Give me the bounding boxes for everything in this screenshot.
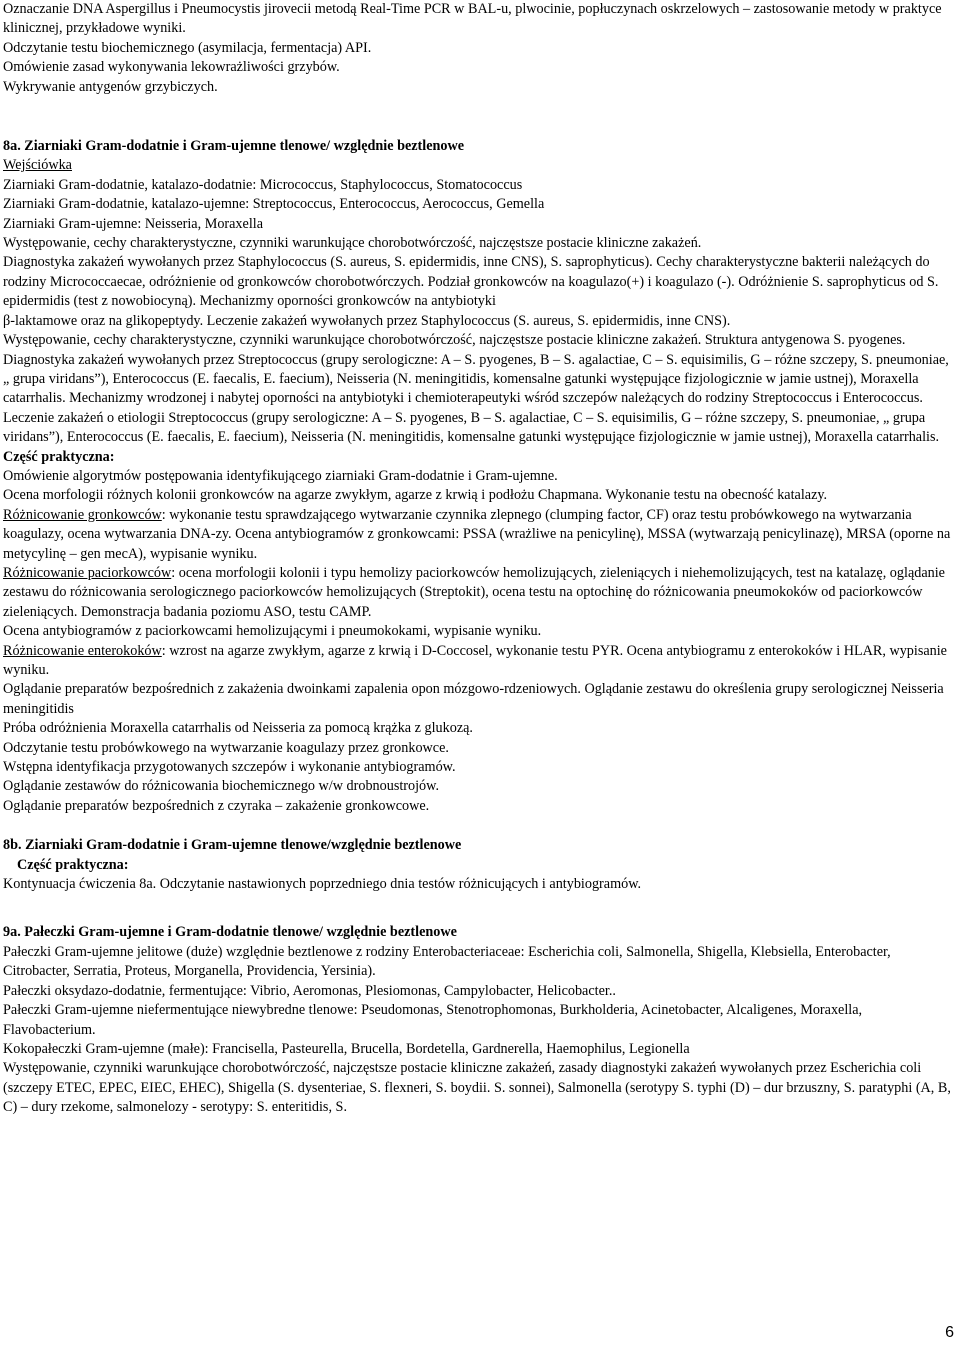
- entry-label: Wejściówka: [3, 157, 72, 174]
- section-8a-title: 8a. Ziarniaki Gram-dodatnie i Gram-ujemne tlenowe/ względnie beztlenowe: [3, 138, 465, 155]
- section-9a-line: Występowanie, czynniki warunkujące chorobotwórczość, najczęstsze postacie kliniczne zakażeń, zasady diagnostyki zakażeń wywołanych przez Escherichia coli (szczepy ETEC, EPEC, EIEC, EHEC), Shigella (S. dysenteriae, S. flexneri, S. boydii. S. sonnei), Salmonella (serotypy S. typhi (D) – dur brzuszny, S. paratyphi (A, B, C) – dury rzekome, salmonelozy - serotypy: S. enteritidis, S.: [3, 1060, 951, 1116]
- diff-entero-text: : wzrost na agarze zwykłym, agarze z krwią i D-Coccosel, wykonanie testu PYR. Ocena antybiogramu z enterokoków i HLAR, wypisanie wyniku.: [3, 642, 947, 678]
- diff-staph-text: : wykonanie testu sprawdzającego wytwarzanie czynnika zlepnego (clumping factor, CF) oraz testu probówkowego na wytwarzania koagulazy, ocena wytwarzania DNA-zy. Ocena antybiogramów z gronkowcami: PSSA (wrażliwe na penicylinę), MSSA (wytwarzają penicylinazę), MRSA (oporne na metycylinę – gen mecA), wypisanie wyniku.: [3, 506, 951, 562]
- section-9a-line: Pałeczki Gram-ujemne niefermentujące niewybredne tlenowe: Pseudomonas, Stenotrophomonas, Burkholderia, Acinetobacter, Alcaligenes, Moraxella, Flavobacterium.: [3, 1002, 863, 1038]
- entry-line: β-laktamowe oraz na glikopeptydy. Leczenie zakażeń wywołanych przez Staphylococcus (S. aureus, S. epidermidis, inne CNS).: [3, 312, 731, 329]
- final-line: Wstępna identyfikacja przygotowanych szczepów i wykonanie antybiogramów.: [3, 759, 456, 776]
- section-9a-line: Pałeczki Gram-ujemne jelitowe (duże) względnie beztlenowe z rodziny Enterobacteriaceae: Escherichia coli, Salmonella, Shigella, Klebsiella, Enterobacter, Citrobacter, Serratia, Proteus, Morganella, Providencia, Yersinia).: [3, 943, 891, 980]
- final-line: Próba odróżnienia Moraxella catarrhalis od Neisseria za pomocą krążka z glukozą.: [3, 720, 473, 737]
- section-8b: [3, 836, 955, 894]
- practical-line: Omówienie algorytmów postępowania identyfikującego ziarniaki Gram-dodatnie i Gram-ujemne.: [3, 467, 558, 484]
- spacer: [3, 97, 955, 117]
- section-9a: [3, 923, 955, 1117]
- intro-line: Oznaczanie DNA Aspergillus i Pneumocystis jirovecii metodą Real-Time PCR w BAL-u, plwocinie, popłuczynach oskrzelowych – zastosowanie metody w praktyce klinicznej, przykładowe wyniki.: [3, 1, 942, 37]
- page-number: 6: [945, 1324, 954, 1341]
- section-9a-line: Pałeczki oksydazo-dodatnie, fermentujące: Vibrio, Aeromonas, Plesiomonas, Campylobacter, Helicobacter..: [3, 982, 616, 999]
- practical-label: Część praktyczna:: [3, 448, 115, 465]
- diff-strep-paragraph: [3, 564, 955, 622]
- entry-line: Diagnostyka zakażeń wywołanych przez Staphylococcus (S. aureus, S. epidermidis, inne CNS), S. saprophyticus). Cechy charakterystyczne bakterii należących do rodziny Micrococcaecae, odróżnienie od gronkowców chorobotwórczych. Podział gronkowców na koagulazo(+) i koagulazo (-). Odróżnienie S. saprophyticus od S. epidermidis (test z nowobiocyną). Mechanizmy oporności gronkowców na antybiotyki: [3, 254, 939, 310]
- entry-line: Ziarniaki Gram-ujemne: Neisseria, Moraxella: [3, 215, 264, 232]
- diff-strep-label: Różnicowanie paciorkowców: [3, 564, 172, 581]
- section-9a-title: 9a. Pałeczki Gram-ujemne i Gram-dodatnie tlenowe/ względnie beztlenowe: [3, 924, 457, 941]
- document-page: [3, 0, 955, 1118]
- section-8b-practical-label: Część praktyczna:: [17, 856, 129, 873]
- section-8a: [3, 137, 955, 816]
- final-line: Oglądanie zestawów do różnicowania biochemicznego w/w drobnoustrojów.: [3, 778, 440, 795]
- spacer: [3, 894, 955, 914]
- diff-staph-label: Różnicowanie gronkowców: [3, 506, 162, 523]
- spacer: [3, 117, 955, 137]
- intro-block: [3, 0, 955, 97]
- spacer: [3, 914, 955, 923]
- diff-staph-paragraph: [3, 506, 955, 564]
- diff-strep-text: : ocena morfologii kolonii i typu hemolizy paciorkowców hemolizujących, zieleniących i niehemolizujących, test na katalazę, oglądanie zestawu do różnicowania serologicznego paciorkowców hemolizujących (Streptokit), ocena testu na optochinę do różnicowania pneumokoków od paciorkowców zieleniących. Demonstracja badania poziomu ASO, testu CAMP.: [3, 564, 945, 620]
- after-strep-line: Ocena antybiogramów z paciorkowcami hemolizującymi i pneumokokami, wypisanie wyniku.: [3, 623, 542, 640]
- section-8b-title: 8b. Ziarniaki Gram-dodatnie i Gram-ujemne tlenowe/względnie beztlenowe: [3, 837, 462, 854]
- intro-line: Wykrywanie antygenów grzybiczych.: [3, 78, 218, 95]
- entry-line: Ziarniaki Gram-dodatnie, katalazo-dodatnie: Micrococcus, Staphylococcus, Stomatococcus: [3, 176, 523, 193]
- final-line: Oglądanie preparatów bezpośrednich z zakażenia dwoinkami zapalenia opon mózgowo-rdzeniowych. Oglądanie zestawu do określenia grupy serologicznej Neisseria meningitidis: [3, 681, 944, 717]
- final-line: Oglądanie preparatów bezpośrednich z czyraka – zakażenie gronkowcowe.: [3, 797, 430, 814]
- entry-line: Występowanie, cechy charakterystyczne, czynniki warunkujące chorobotwórczość, najczęstsze postacie kliniczne zakażeń.: [3, 235, 702, 252]
- final-line: Odczytanie testu probówkowego na wytwarzanie koagulazy przez gronkowce.: [3, 739, 449, 756]
- diff-entero-label: Różnicowanie enterokoków: [3, 642, 162, 659]
- practical-line: Ocena morfologii różnych kolonii gronkowców na agarze zwykłym, agarze z krwią i podłożu Chapmana. Wykonanie testu na obecność katalazy.: [3, 487, 828, 504]
- entry-line: Występowanie, cechy charakterystyczne, czynniki warunkujące chorobotwórczość, najczęstsze postacie kliniczne zakażeń. Struktura antygenowa S. pyogenes. Diagnostyka zakażeń wywołanych przez Streptococcus (grupy serologiczne: A – S. pyogenes, B – S. agalactiae, C – S. equisimilis, G – różne szczepy, S. pneumoniae, „ grupa viridans”), Enterococcus (E. faecalis, E. faecium), Neisseria (N. meningitidis, komensalne gatunki występujące fizjologicznie w jamie ustnej), Moraxella catarrhalis. Mechanizmy wrodzonej i nabytej oporności na antybiotyki i chemioterapeutyki wśród szczepów należących do rodziny Streptococcus i Enterococcus. Leczenie zakażeń o etiologii Streptococcus (grupy serologiczne: A – S. pyogenes, B – S. agalactiae, C – S. equisimilis, G – różne szczepy, S. pneumoniae, „ grupa viridans”), Enterococcus (E. faecalis, E. faecium), Neisseria (N. meningitidis, komensalne gatunki występujące fizjologicznie w jamie ustnej), Moraxella catarrhalis.: [3, 332, 949, 446]
- section-8b-text: Kontynuacja ćwiczenia 8a. Odczytanie nastawionych poprzedniego dnia testów różnicujących i antybiogramów.: [3, 876, 642, 893]
- spacer: [3, 816, 955, 836]
- diff-entero-paragraph: [3, 642, 955, 681]
- entry-line: Ziarniaki Gram-dodatnie, katalazo-ujemne: Streptococcus, Enterococcus, Aerococcus, Gemella: [3, 196, 545, 213]
- section-9a-line: Kokopałeczki Gram-ujemne (małe): Francisella, Pasteurella, Brucella, Bordetella, Gardnerella, Haemophilus, Legionella: [3, 1040, 690, 1057]
- intro-line: Odczytanie testu biochemicznego (asymilacja, fermentacja) API.: [3, 39, 372, 56]
- intro-line: Omówienie zasad wykonywania lekowrażliwości grzybów.: [3, 59, 340, 76]
